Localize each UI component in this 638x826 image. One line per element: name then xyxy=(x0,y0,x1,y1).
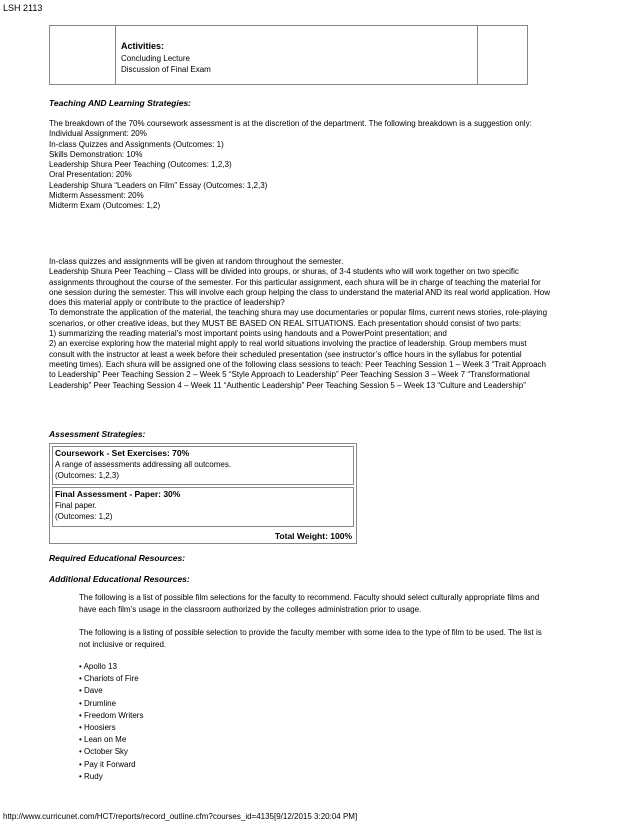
para-line: The following is a listing of possible selection to provide the faculty member with some idea to the type of film to be used. The list is xyxy=(79,628,542,637)
detail-line: assignments throughout the course of the semester. For this particular assignment, each shura will be in charge of teaching the material for xyxy=(49,277,541,287)
breakdown-item: Oral Presentation: 20% xyxy=(49,170,132,180)
list-item: • October Sky xyxy=(79,747,129,757)
list-item: • Chariots of Fire xyxy=(79,674,139,684)
list-item: • Pay it Forward xyxy=(79,759,136,769)
final-title: Final Assessment - Paper: 30% xyxy=(55,489,181,499)
resources-para-2 xyxy=(79,627,629,650)
detail-line: one session during the semester. This will involve each group helping the class to understand the material AND its real world application. How xyxy=(49,287,551,297)
activities-cell xyxy=(121,41,211,76)
resources-para-1 xyxy=(79,592,629,615)
list-item: • Hoosiers xyxy=(79,723,116,733)
teaching-heading: Teaching AND Learning Strategies: xyxy=(49,98,192,108)
required-resources-heading: Required Educational Resources: xyxy=(49,553,186,563)
breakdown-item: Leadership Shura “Leaders on Film” Essay (Outcomes: 1,2,3) xyxy=(49,180,268,190)
para-line: The following is a list of possible film selections for the faculty to recommend. Faculty should select culturally appropriate films and xyxy=(79,593,540,602)
activities-table xyxy=(49,25,528,85)
para-line: have each film’s usage in the classroom authorized by the colleges administration prior to usage. xyxy=(79,604,422,614)
detail-line: In-class quizzes and assignments will be given at random throughout the semester. xyxy=(49,257,344,266)
breakdown-item: Individual Assignment: 20% xyxy=(49,129,147,139)
final-box xyxy=(52,487,354,527)
final-line: (Outcomes: 1,2) xyxy=(55,512,113,521)
activities-label: Activities: xyxy=(121,41,165,51)
detail-line: To demonstrate the application of the material, the teaching shura may use documentaries or popular films, current news stories, role-playing xyxy=(49,308,548,318)
para-line: not inclusive or required. xyxy=(79,639,167,649)
detail-line: does this material apply or contribute to the practice of leadership? xyxy=(49,298,285,308)
activity-item: Concluding Lecture xyxy=(121,53,190,63)
detail-line: 2) an exercise exploring how the material might apply to real world situations involving the practice of leadership. Group members must xyxy=(49,339,527,349)
coursework-title: Coursework - Set Exercises: 70% xyxy=(55,448,190,458)
list-item: • Rudy xyxy=(79,771,103,781)
film-list xyxy=(79,661,143,783)
footer-url: http://www.curricunet.com/HCT/reports/record_outline.cfm?courses_id=4135[9/12/2015 3:20:04 PM] xyxy=(3,812,358,821)
coursework-line: A range of assessments addressing all outcomes. xyxy=(55,460,232,469)
coursework-line: (Outcomes: 1,2,3) xyxy=(55,471,120,480)
list-item: • Freedom Writers xyxy=(79,710,144,720)
breakdown-item: Leadership Shura Peer Teaching (Outcomes: 1,2,3) xyxy=(49,160,232,170)
list-item: • Apollo 13 xyxy=(79,662,117,671)
teaching-details xyxy=(49,257,634,391)
activity-item: Discussion of Final Exam xyxy=(121,65,211,74)
breakdown-intro: The breakdown of the 70% coursework assessment is at the discretion of the department. The following breakdown is a suggestion only: xyxy=(49,119,532,128)
detail-line: to Leadership” Peer Teaching Session 2 – Week 5 “Style Approach to Leadership” Peer Teaching Session 3 – Week 7 “Transformational xyxy=(49,370,530,380)
breakdown-item: Midterm Assessment: 20% xyxy=(49,191,144,201)
breakdown-item: Skills Demonstration: 10% xyxy=(49,149,143,159)
list-item: • Lean on Me xyxy=(79,735,127,745)
list-item: • Dave xyxy=(79,686,103,696)
total-weight: Total Weight: 100% xyxy=(274,531,352,541)
assessment-heading: Assessment Strategies: xyxy=(49,429,146,439)
course-code: LSH 2113 xyxy=(3,3,43,13)
coursework-box xyxy=(52,446,354,485)
assessment-table xyxy=(49,443,357,544)
table-cell-empty xyxy=(50,26,116,84)
detail-line: scenarios, or other creative ideas, but they MUST BE BASED ON REAL SITUATIONS. Each presentation should consist of two parts: xyxy=(49,318,522,328)
detail-line: Leadership Shura Peer Teaching – Class will be divided into groups, or shuras, of 3-4 students who will work together on two specific xyxy=(49,267,519,277)
breakdown-item: Midterm Exam (Outcomes: 1,2) xyxy=(49,201,161,211)
additional-resources-heading: Additional Educational Resources: xyxy=(49,574,190,584)
table-divider xyxy=(477,26,478,84)
list-item: • Drumline xyxy=(79,698,117,708)
detail-line: consult with the instructor at least a week before their scheduled presentation (see instructor’s office hours in the syllabus for potential xyxy=(49,349,522,359)
teaching-breakdown xyxy=(49,119,624,212)
detail-line: 1) summarizing the reading material’s most important points using handouts and a PowerPoint presentation; and xyxy=(49,329,447,339)
breakdown-item: In-class Quizzes and Assignments (Outcomes: 1) xyxy=(49,139,224,149)
detail-line: meeting times). Each shura will be assigned one of the following class sessions to teach: Peer Teaching Session 1 – Week 3 “Trait Approach xyxy=(49,359,547,369)
detail-line: Leadership” Peer Teaching Session 4 – Week 11 “Authentic Leadership” Peer Teaching Session 5 – Week 13 “Culture and Leadership” xyxy=(49,380,526,390)
final-line: Final paper. xyxy=(55,501,97,510)
